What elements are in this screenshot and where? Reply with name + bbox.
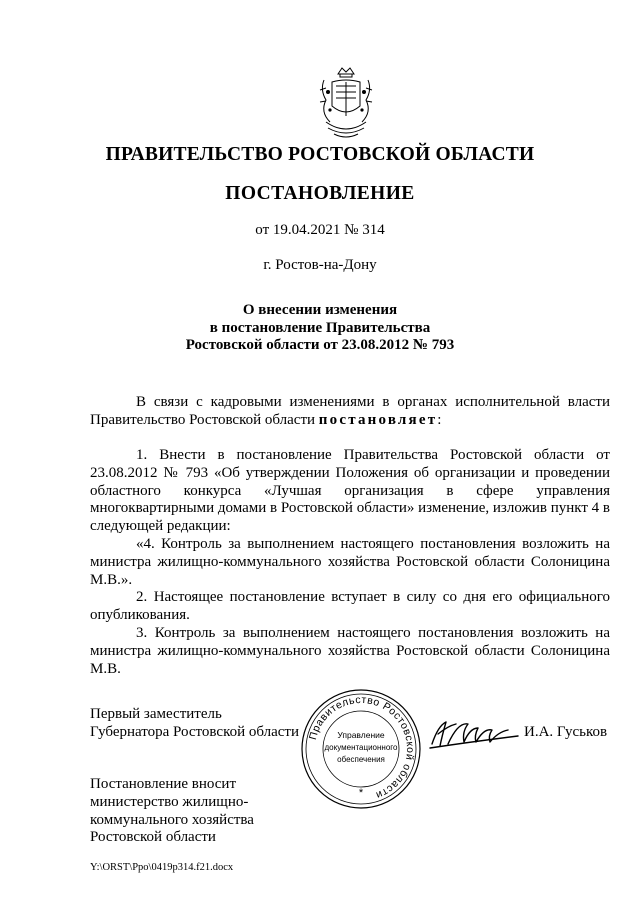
submitted-by-note — [90, 776, 254, 847]
subject-line-1: О внесении изменения — [242, 302, 398, 318]
signatory-name: И.А. Гуськов — [524, 724, 608, 740]
document-subject — [0, 302, 640, 355]
decree-items — [90, 447, 610, 678]
seal-ring-text: Правительство Ростовской области — [306, 693, 417, 802]
item-3: 3. Контроль за выполнением настоящего постановления возложить на министра жилищно-коммунального хозяйства Ростовской области Солоницина М.В. — [90, 624, 610, 677]
note-line-4: Ростовской области — [90, 829, 216, 846]
document-type-title: ПОСТАНОВЛЕНИЕ — [225, 183, 415, 204]
item-1: 1. Внести в постановление Правительства Ростовской области от 23.08.2012 № 793 «Об утверждении Положения об организации и проведении областного конкурса «Лучшая организация в сфере управления многоквартирными домами в Ростовской области» изменение, изложив пункт 4 в следующей редакции: — [90, 447, 610, 535]
preamble-text: В связи с кадровыми изменениями в органах исполнительной власти Правительство Ростовской области — [90, 394, 610, 428]
seal-center-line-1: Управление — [337, 730, 385, 740]
preamble-keyword: постановляет — [318, 411, 438, 428]
file-path-footer: Y:\ORST\Ppo\0419p314.f21.docx — [90, 862, 234, 873]
seal-star: * — [358, 787, 364, 799]
seal-center-line-3: обеспечения — [337, 755, 385, 764]
position-line-2: Губернатора Ростовской области — [90, 723, 300, 740]
subject-line-3: Ростовской области от 23.08.2012 № 793 — [185, 337, 455, 354]
coat-of-arms-icon — [314, 62, 378, 146]
item-2: 2. Настоящее постановление вступает в силу со дня его официального опубликования. — [90, 589, 610, 624]
organization-title: ПРАВИТЕЛЬСТВО РОСТОВСКОЙ ОБЛАСТИ — [105, 144, 535, 165]
preamble-paragraph — [90, 394, 610, 430]
document-date-number: от 19.04.2021 № 314 — [255, 222, 385, 238]
note-line-2: министерство жилищно- — [90, 793, 249, 810]
note-line-1: Постановление вносит — [90, 776, 237, 792]
position-line-1: Первый заместитель — [90, 706, 222, 722]
handwritten-signature-icon — [424, 716, 524, 752]
official-seal-icon — [300, 688, 422, 810]
seal-center-line-2: документационного — [324, 743, 398, 752]
signatory-position — [90, 706, 299, 742]
preamble-end: : — [437, 411, 442, 428]
item-1-quote: «4. Контроль за выполнением настоящего постановления возложить на министра жилищно-коммунального хозяйства Ростовской области Солоницина М.В.». — [90, 535, 610, 588]
subject-line-2: в постановление Правительства — [209, 319, 431, 336]
note-line-3: коммунального хозяйства — [90, 811, 254, 828]
document-city: г. Ростов-на-Дону — [263, 257, 377, 273]
